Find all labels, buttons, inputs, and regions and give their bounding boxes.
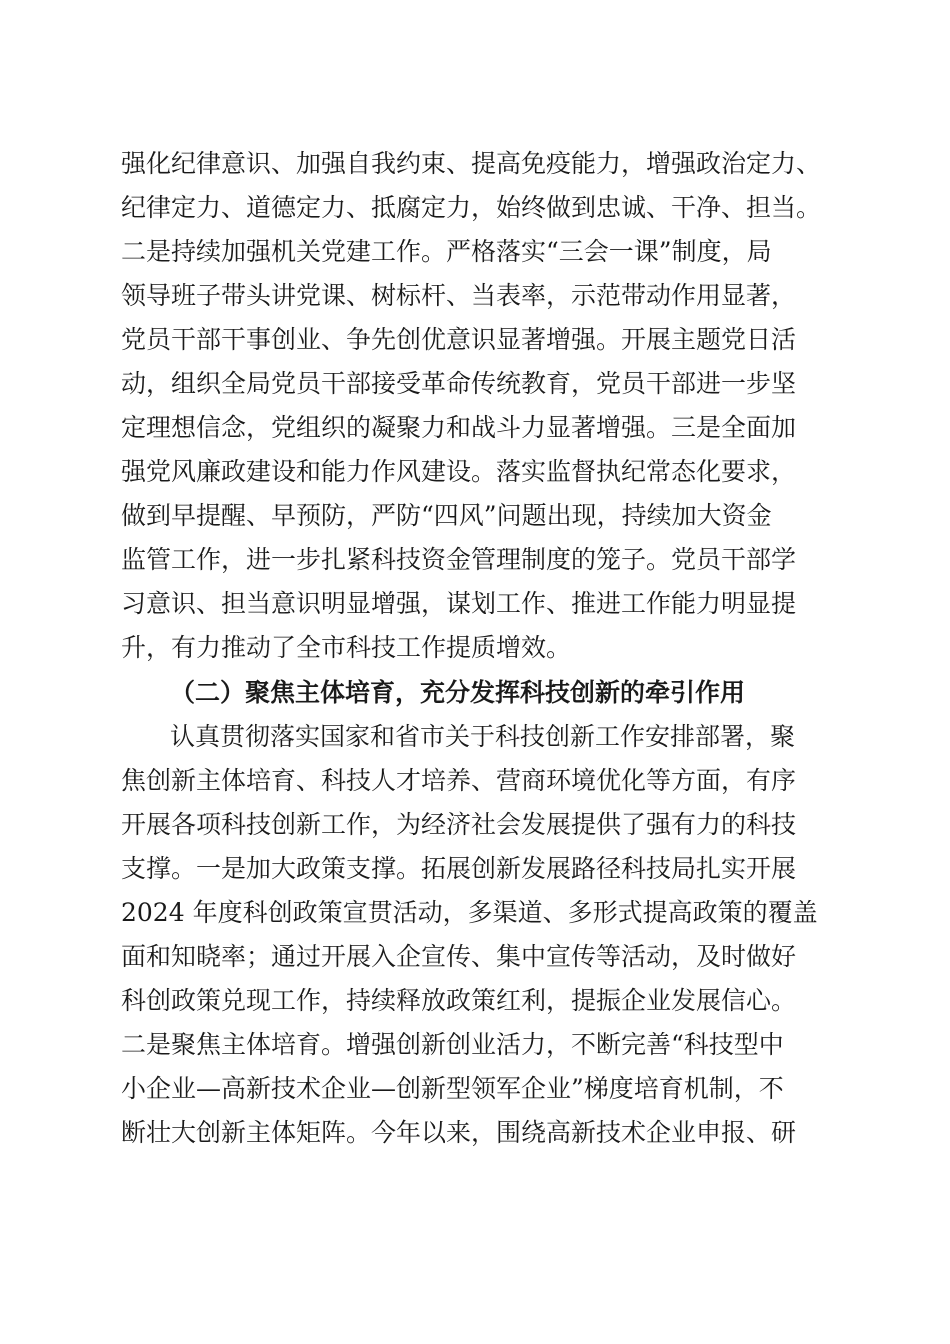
text-line-9: 做到早提醒、早预防，严防“四风”问题出现，持续加大资金 — [121, 501, 772, 530]
paragraph-line-7: 科创政策兑现工作，持续释放政策红利，提振企业发展信心。 — [121, 986, 797, 1015]
text-line-8: 强党风廉政建设和能力作风建设。落实监督执纪常态化要求， — [121, 457, 797, 486]
paragraph-line-6: 面和知晓率；通过开展入企宣传、集中宣传等活动，及时做好 — [121, 942, 797, 971]
text-line-12: 升，有力推动了全市科技工作提质增效。 — [121, 633, 572, 662]
text-line-11: 习意识、担当意识明显增强，谋划工作、推进工作能力明显提 — [121, 589, 797, 618]
text-line-3: 二是持续加强机关党建工作。严格落实“三会一课”制度，局 — [121, 237, 772, 266]
text-line-10: 监管工作，进一步扎紧科技资金管理制度的笼子。党员干部学 — [121, 545, 797, 574]
text-line-2: 纪律定力、道德定力、抵腐定力，始终做到忠诚、干净、担当。 — [121, 193, 822, 222]
section-heading: （二）聚焦主体培育，充分发挥科技创新的牵引作用 — [170, 678, 746, 707]
text-line-7: 定理想信念，党组织的凝聚力和战斗力显著增强。三是全面加 — [121, 413, 797, 442]
paragraph-line-4: 支撑。一是加大政策支撑。拓展创新发展路径科技局扎实开展 — [121, 854, 797, 883]
paragraph-line-1: 认真贯彻落实国家和省市关于科技创新工作安排部署，聚 — [170, 722, 796, 751]
text-line-5: 党员干部干事创业、争先创优意识显著增强。开展主题党日活 — [121, 325, 797, 354]
paragraph-line-9: 小企业—高新技术企业—创新型领军企业”梯度培育机制，不 — [121, 1074, 784, 1103]
text-line-1: 强化纪律意识、加强自我约束、提高免疫能力，增强政治定力、 — [121, 149, 822, 178]
paragraph-line-3: 开展各项科技创新工作，为经济社会发展提供了强有力的科技 — [121, 810, 797, 839]
paragraph-line-2: 焦创新主体培育、科技人才培养、营商环境优化等方面，有序 — [121, 766, 797, 795]
text-line-4: 领导班子带头讲党课、树标杆、当表率，示范带动作用显著， — [121, 281, 797, 310]
text-line-6: 动，组织全局党员干部接受革命传统教育，党员干部进一步坚 — [121, 369, 797, 398]
paragraph-line-5: 2024 年度科创政策宣贯活动，多渠道、多形式提高政策的覆盖 — [121, 898, 818, 927]
paragraph-line-10: 断壮大创新主体矩阵。今年以来，围绕高新技术企业申报、研 — [121, 1118, 797, 1147]
paragraph-line-8: 二是聚焦主体培育。增强创新创业活力，不断完善“科技型中 — [121, 1030, 784, 1059]
